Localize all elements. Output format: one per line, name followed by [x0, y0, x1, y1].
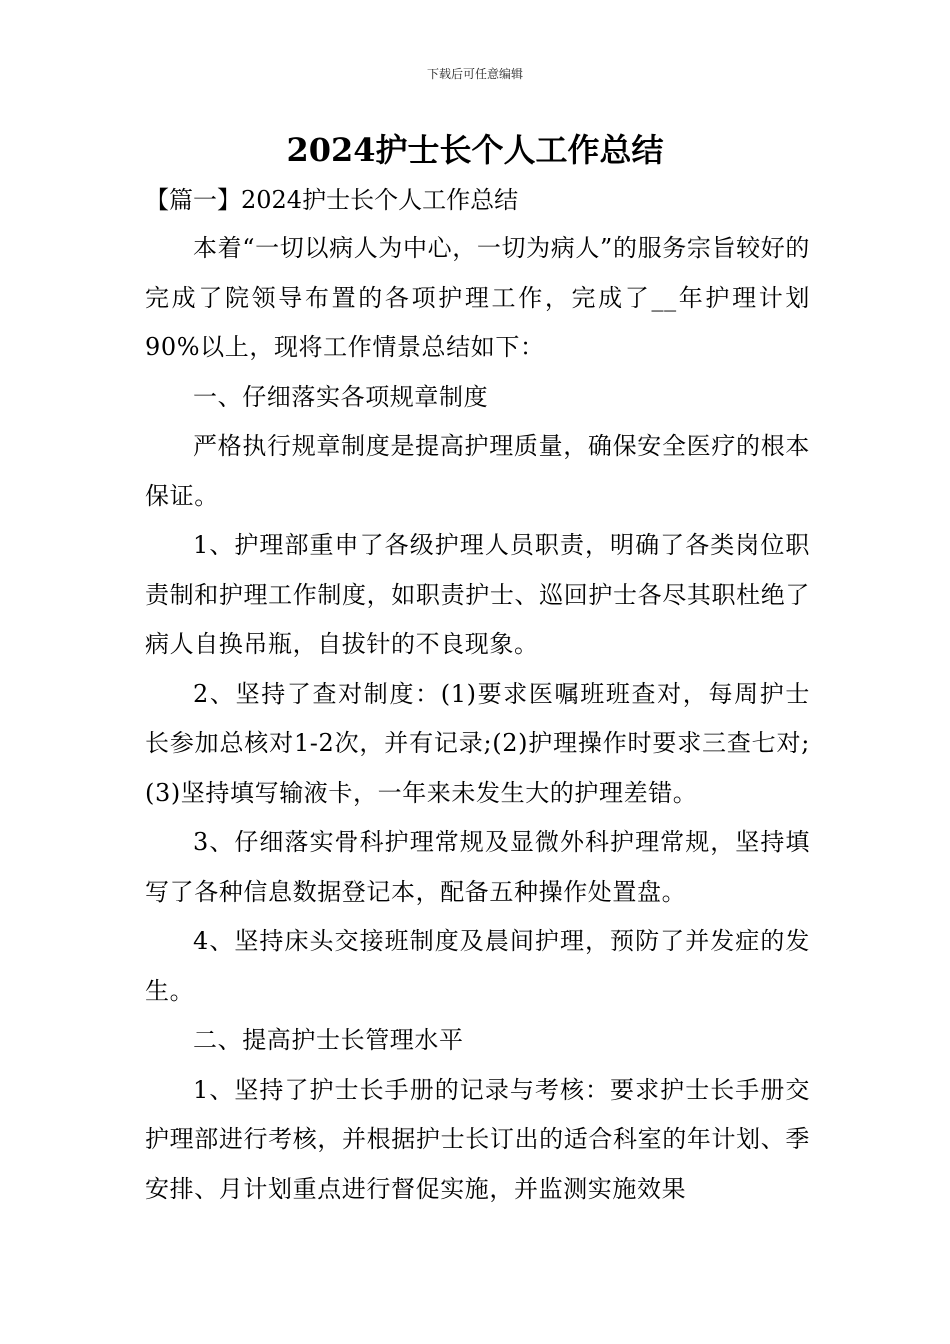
heading-management: 二、提高护士长管理水平	[193, 1026, 464, 1054]
heading-rules: 一、仔细落实各项规章制度	[193, 382, 489, 411]
section-label: 【篇一】2024护士长个人工作总结	[145, 186, 519, 214]
paragraph-item-4: 4、坚持床头交接班制度及晨间护理，预防了并发症的发生。	[145, 927, 810, 1005]
header-note: 下载后可任意编辑	[426, 67, 523, 81]
paragraph-item-3: 3、仔细落实骨科护理常规及显微外科护理常规，坚持填写了各种信息数据登记本，配备五种操作处置盘。	[145, 828, 810, 906]
document-title: 2024护士长个人工作总结	[286, 131, 664, 169]
paragraph-rules-intro: 严格执行规章制度是提高护理质量，确保安全医疗的根本保证。	[145, 432, 810, 510]
paragraph-item-2: 2、坚持了查对制度：(1)要求医嘱班班查对，每周护士长参加总核对1-2次，并有记录;(2)护理操作时要求三查七对;(3)坚持填写输液卡，一年来未发生大的护理差错。	[145, 679, 810, 807]
paragraph-management-1: 1、坚持了护士长手册的记录与考核：要求护士长手册交护理部进行考核，并根据护士长订出的适合科室的年计划、季安排、月计划重点进行督促实施，并监测实施效果	[145, 1075, 810, 1203]
document-body	[145, 176, 810, 1214]
paragraph-item-1: 1、护理部重申了各级护理人员职责，明确了各类岗位职责制和护理工作制度，如职责护士、巡回护士各尽其职杜绝了病人自换吊瓶，自拔针的不良现象。	[145, 531, 810, 658]
paragraph-intro: 本着“一切以病人为中心，一切为病人”的服务宗旨较好的完成了院领导布置的各项护理工作，完成了__年护理计划90%以上，现将工作情景总结如下：	[145, 234, 810, 361]
